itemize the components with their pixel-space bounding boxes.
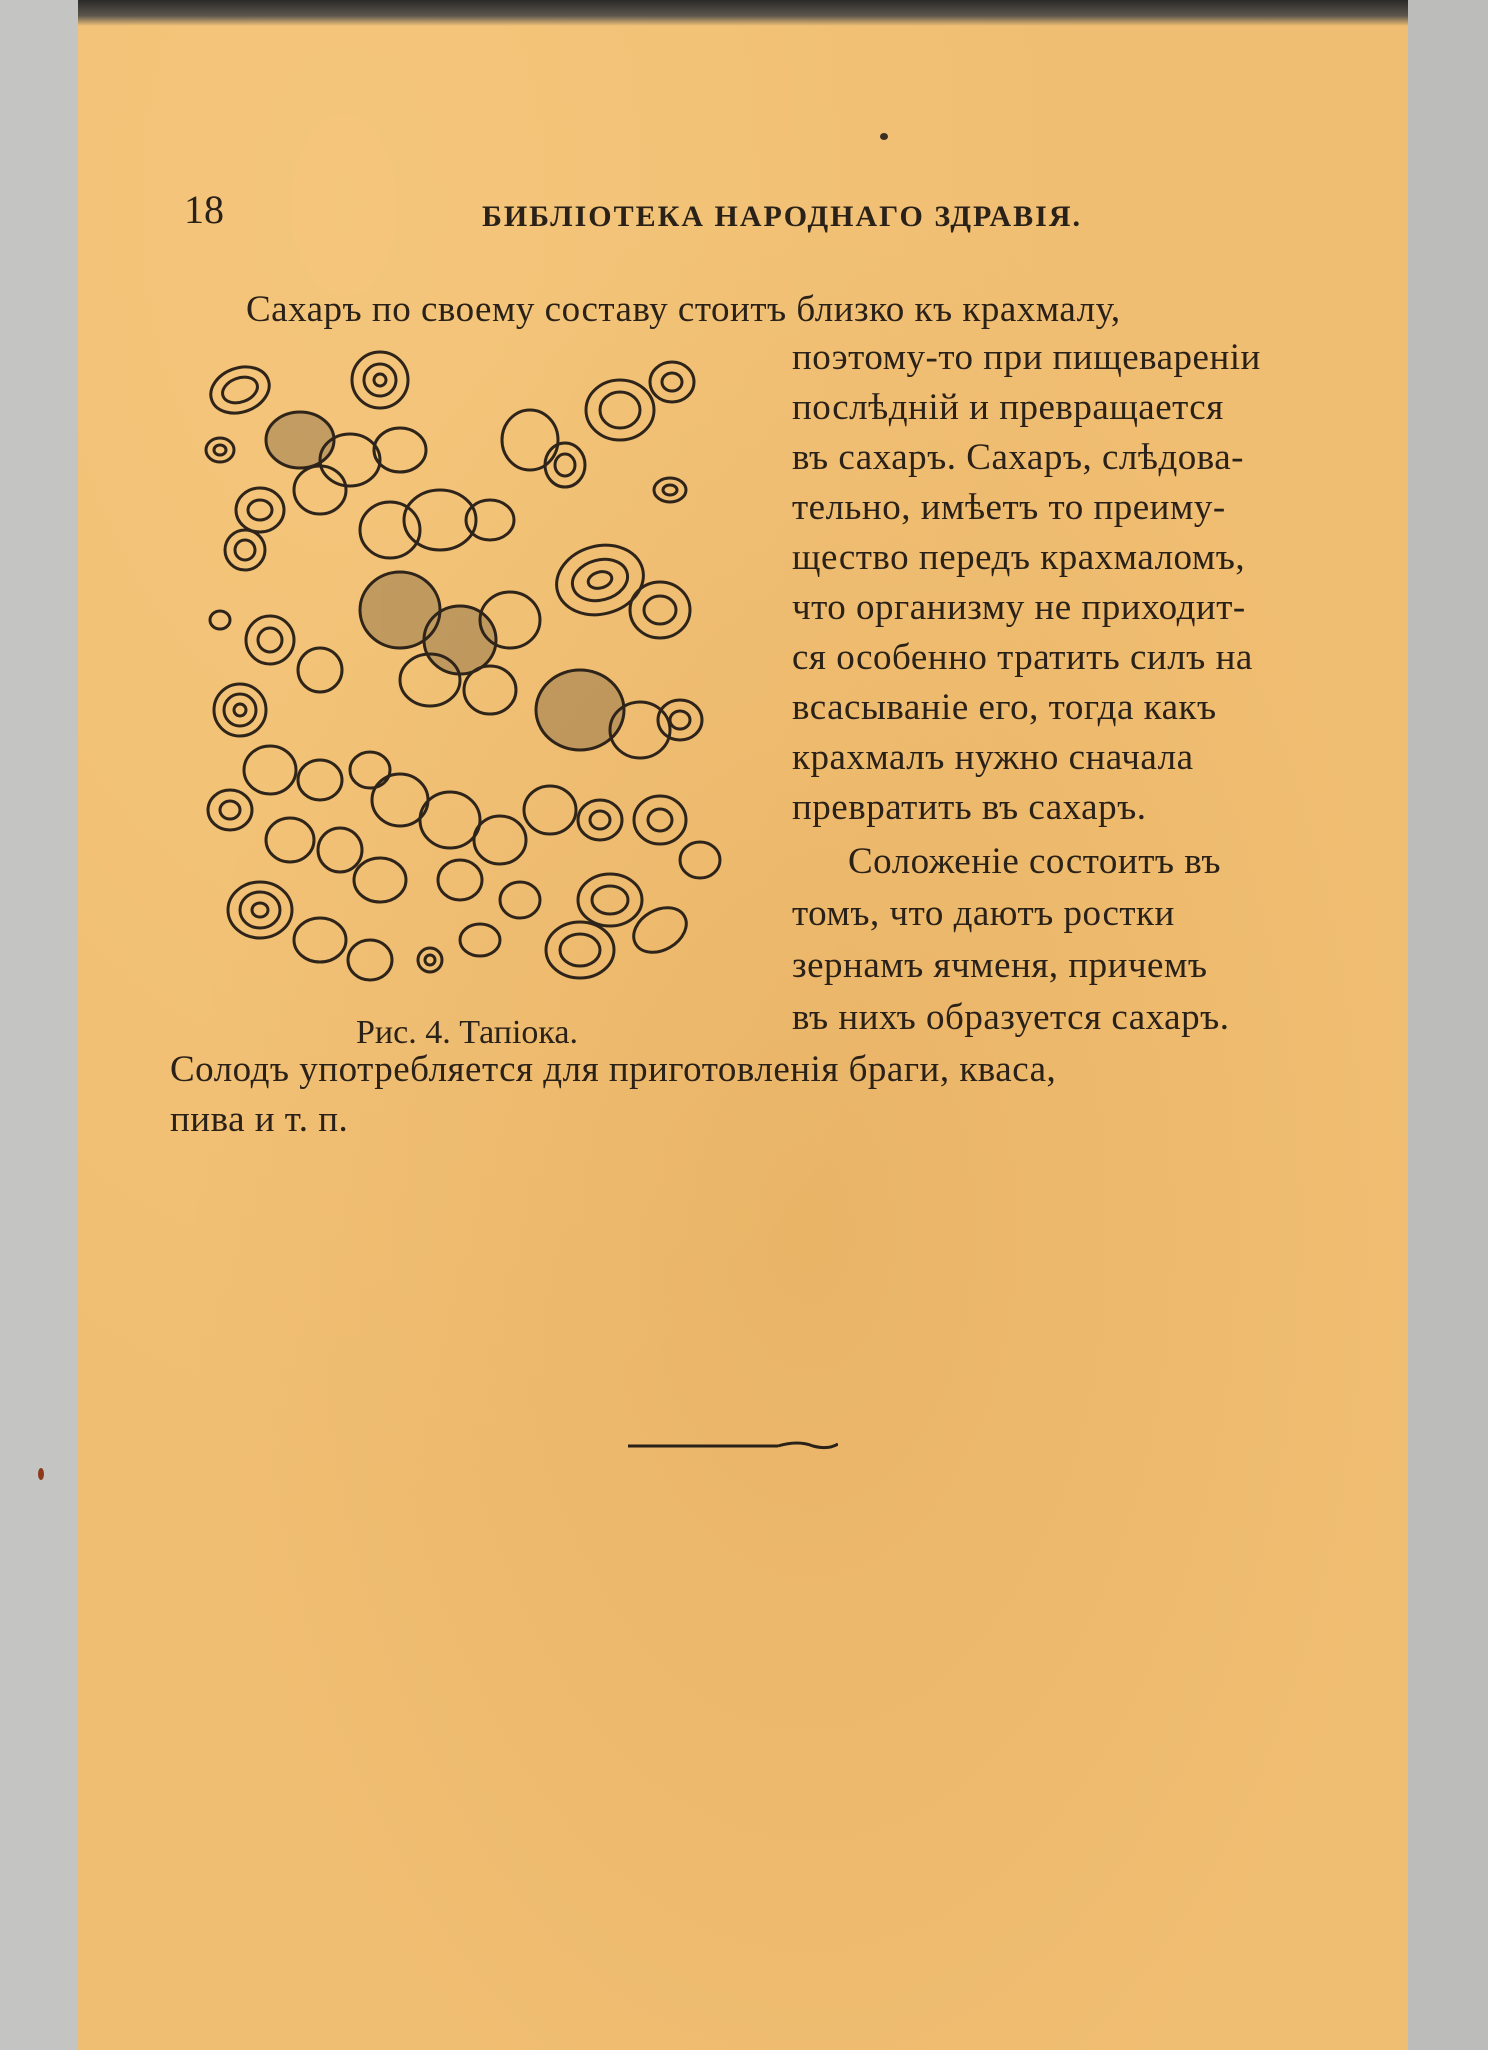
text-line: всасываніе его, тогда какъ (792, 687, 1217, 728)
ink-speck (880, 133, 888, 140)
page-number: 18 (184, 187, 224, 232)
figure-caption: Рис. 4. Тапіока. (356, 1014, 578, 1051)
text-line: тельно, имѣетъ то преиму- (792, 487, 1226, 528)
text-line: ся особенно тратить силъ на (792, 637, 1253, 678)
text-line: превратить въ сахаръ. (792, 787, 1147, 828)
text-line: томъ, что даютъ ростки (792, 893, 1175, 934)
text-line: въ нихъ образуется сахаръ. (792, 997, 1230, 1038)
text-line: Сахаръ по своему составу стоитъ близко къ крахмалу, (246, 289, 1121, 330)
text-line: послѣдній и превращается (792, 387, 1224, 428)
text-line: Соложеніе состоитъ въ (848, 841, 1221, 882)
text-line: пива и т. п. (170, 1099, 349, 1140)
scan-top-edge (78, 0, 1408, 26)
scan-right-margin (1408, 0, 1488, 2050)
text-line: поэтому-то при пищевареніи (792, 337, 1261, 378)
text-line: зернамъ ячменя, причемъ (792, 945, 1208, 986)
closing-rule-ornament (628, 1440, 838, 1452)
text-line: Солодъ употребляется для приготовленія браги, кваса, (170, 1049, 1057, 1090)
ink-speck (38, 1468, 44, 1480)
text-line: щество передъ крахмаломъ, (792, 537, 1246, 578)
running-title: БИБЛІОТЕКА НАРОДНАГО ЗДРАВІЯ. (482, 200, 1083, 233)
text-line: крахмалъ нужно сначала (792, 737, 1194, 778)
tapioca-granules-illustration (200, 340, 760, 1000)
text-line: что организму не приходит- (792, 587, 1246, 628)
text-line: въ сахаръ. Сахаръ, слѣдова- (792, 437, 1244, 478)
